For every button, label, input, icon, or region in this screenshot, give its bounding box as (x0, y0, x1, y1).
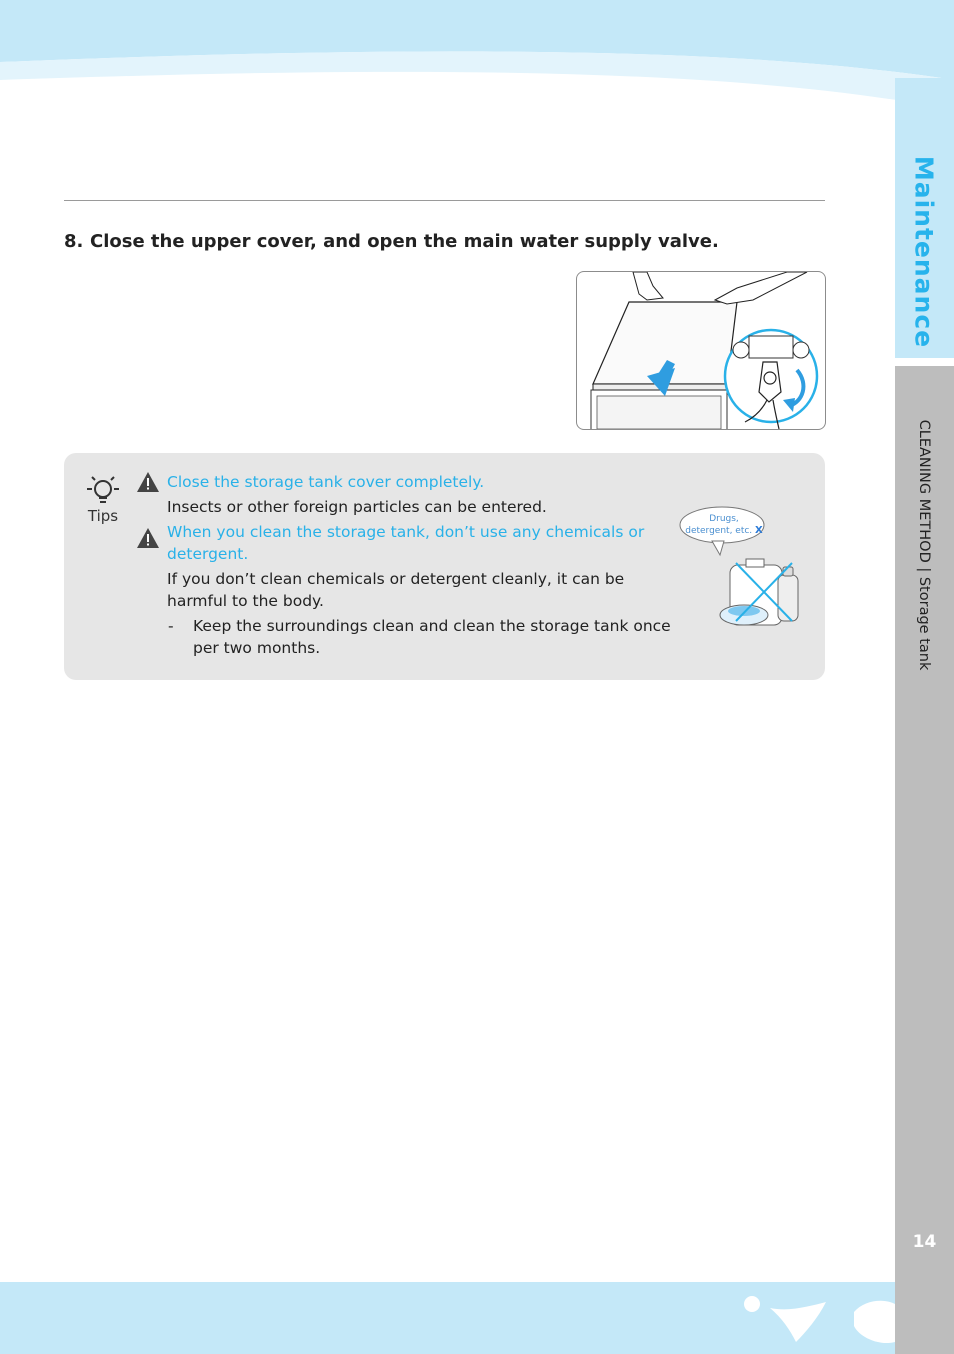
page-number: 14 (912, 1232, 937, 1252)
divider-line (64, 200, 825, 201)
tips-box (64, 453, 825, 680)
step-text: Close the upper cover, and open the main water supply valve. (90, 231, 719, 252)
warning-1-title: Close the storage tank cover completely. (167, 473, 485, 491)
footer-wave-decoration (0, 1282, 954, 1354)
warning-2-title-line-1: When you clean the storage tank, don’t use any chemicals or (167, 523, 645, 541)
bullet-line-1: Keep the surroundings clean and clean the storage tank once (193, 617, 671, 635)
warning-2-body-line-2: harmful to the body. (167, 592, 324, 610)
bullet-line-2: per two months. (193, 639, 321, 657)
lightbulb-icon (84, 471, 122, 511)
figure-bubble-line-2: detergent, etc. (685, 526, 753, 536)
water-purifier-cover-illustration (577, 272, 825, 429)
warning-2-body-line-1: If you don’t clean chemicals or detergent cleanly, it can be (167, 570, 625, 588)
warning-1-body: Insects or other foreign particles can be entered. (167, 498, 547, 516)
section-title: Maintenance (909, 155, 939, 349)
warning-icon (136, 471, 160, 493)
step-illustration (576, 271, 826, 430)
warning-2-title-line-2: detergent. (167, 545, 249, 563)
header-wave-decoration (0, 0, 954, 130)
figure-bubble-caption (679, 514, 769, 537)
tips-label: Tips (87, 507, 119, 525)
step-number: 8. (64, 231, 84, 252)
figure-bubble-mark: X (755, 525, 763, 536)
figure-bubble-line-1: Drugs, (709, 514, 739, 524)
step-heading (64, 231, 764, 252)
bullet-marker: - (168, 617, 174, 635)
warning-icon (136, 527, 160, 549)
chapter-subtitle: CLEANING METHOD | Storage tank (916, 419, 932, 671)
